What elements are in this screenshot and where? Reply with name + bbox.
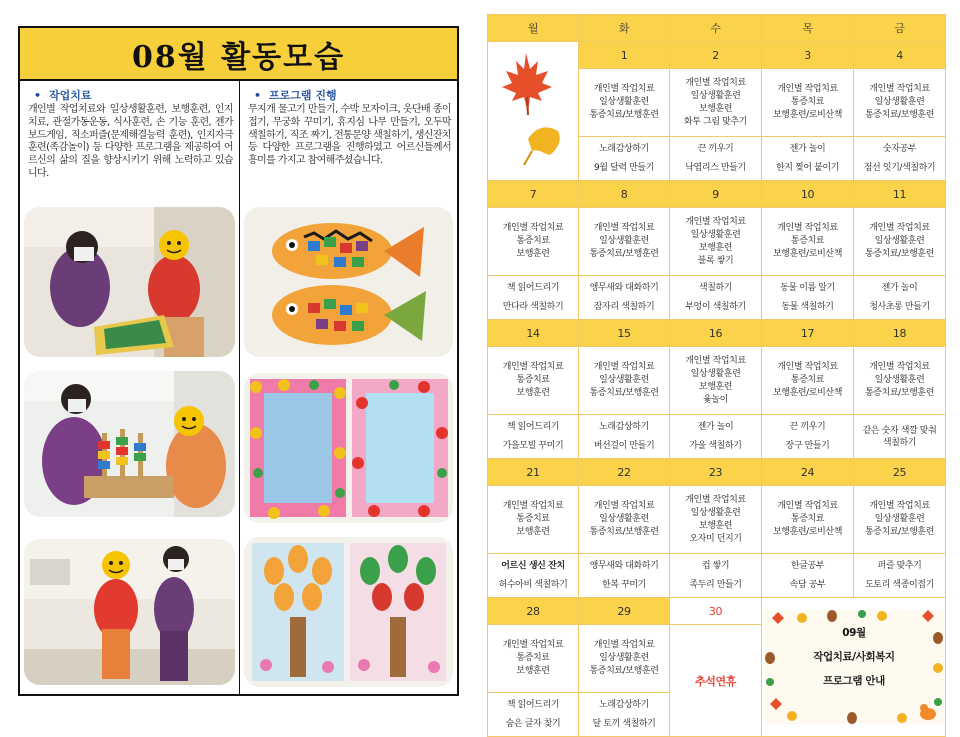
date-25: 25 [854, 459, 946, 486]
activity-cell-17: 끈 끼우기 장구 만들기 [762, 415, 854, 459]
activity-cell-25: 퍼즐 맞추기 도토리 색종이접기 [854, 554, 946, 598]
activity-cell-23: 컵 쌓기 족두리 만들기 [670, 554, 762, 598]
activity-cell-1: 노래감상하기 9월 달력 만들기 [579, 137, 670, 181]
activity-cell-9: 색칠하기 부엉이 색칠하기 [670, 276, 762, 320]
photo-walking-training [24, 539, 235, 685]
date-3: 3 [762, 42, 854, 69]
program-cell-29: 개인별 작업치료 일상생활훈련 통증치료/보행훈련 [579, 625, 670, 693]
day-header-fri: 금 [854, 15, 946, 42]
activity-cell-21: 어르신 생신 잔치 허수아비 색칠하기 [488, 554, 579, 598]
photo-flower-frame-coloring [244, 373, 453, 523]
program-cell-14: 개인별 작업치료 통증치료 보행훈련 [488, 347, 579, 415]
program-guide-label: 프로그램 안내 [823, 675, 885, 687]
day-header-tue: 화 [579, 15, 670, 42]
date-28: 28 [488, 598, 579, 625]
chuseok-holiday: 추석연휴 [670, 625, 762, 737]
program-cell-11: 개인별 작업치료 일상생활훈련 통증치료/보행훈련 [854, 208, 946, 276]
activity-cell-10: 동물 이름 알기 동물 색칠하기 [762, 276, 854, 320]
date-23: 23 [670, 459, 762, 486]
program-cell-24: 개인별 작업치료 통증치료 보행훈련/로비산책 [762, 486, 854, 554]
activity-cell-16: 젠가 놀이 가을 색칠하기 [670, 415, 762, 459]
photo-pegboard-activity [24, 371, 235, 517]
september-calendar [487, 14, 946, 737]
activity-cell-2: 끈 끼우기 낙엽리스 만들기 [670, 137, 762, 181]
date-1: 1 [579, 42, 670, 69]
program-cell-16: 개인별 작업치료 일상생활훈련 보행훈련 윷놀이 [670, 347, 762, 415]
date-2: 2 [670, 42, 762, 69]
activity-cell-3: 젠가 놀이 한지 찢어 붙이기 [762, 137, 854, 181]
program-cell-15: 개인별 작업치료 일상생활훈련 통증치료/보행훈련 [579, 347, 670, 415]
photo-puzzle-activity [24, 207, 235, 357]
program-cell-1: 개인별 작업치료 일상생활훈련 통증치료/보행훈련 [579, 69, 670, 137]
date-9: 9 [670, 181, 762, 208]
activity-cell-4: 숫자공부 점선 잇기/색칠하기 [854, 137, 946, 181]
program-cell-18: 개인별 작업치료 일상생활훈련 통증치료/보행훈련 [854, 347, 946, 415]
program-cell-23: 개인별 작업치료 일상생활훈련 보행훈련 오자미 던지기 [670, 486, 762, 554]
date-29: 29 [579, 598, 670, 625]
date-7: 7 [488, 181, 579, 208]
date-14: 14 [488, 320, 579, 347]
activity-cell-14: 책 읽어드리기 가을모빌 꾸미기 [488, 415, 579, 459]
section-heading-therapy: • 작업치료 [34, 89, 92, 102]
activity-cell-18: 같은 숫자 색깔 맞춰 색칠하기 [854, 415, 946, 459]
activity-cell-8: 앵무새와 대화하기 잠자리 색칠하기 [579, 276, 670, 320]
activity-cell-15: 노래감상하기 버선걸이 만들기 [579, 415, 670, 459]
program-cell-28: 개인별 작업치료 통증치료 보행훈련 [488, 625, 579, 693]
september-program-notice [762, 598, 946, 737]
day-header-wed: 수 [670, 15, 762, 42]
photo-tissue-tree-craft [244, 537, 453, 687]
activity-cell-24: 한글공부 속담 공부 [762, 554, 854, 598]
program-cell-8: 개인별 작업치료 일상생활훈련 통증치료/보행훈련 [579, 208, 670, 276]
date-15: 15 [579, 320, 670, 347]
program-cell-3: 개인별 작업치료 통증치료 보행훈련/로비산책 [762, 69, 854, 137]
program-cell-2: 개인별 작업치료 일상생활훈련 보행훈련 화투 그림 맞추기 [670, 69, 762, 137]
program-cell-4: 개인별 작업치료 일상생활훈련 통증치료/보행훈련 [854, 69, 946, 137]
program-cell-22: 개인별 작업치료 일상생활훈련 통증치료/보행훈련 [579, 486, 670, 554]
program-cell-25: 개인별 작업치료 일상생활훈련 통증치료/보행훈련 [854, 486, 946, 554]
day-header-mon: 월 [488, 15, 579, 42]
section-text-therapy: 개인별 작업치료와 일상생활훈련, 보행훈련, 인지치료, 관절가동운동, 식사훈련, 손 기능 훈련, 젠가 보드게임, 직소퍼즐(문제해결능력 훈련), 인지자극 훈련(족감놀이) 등 다양한 프로그램을 제공하여 어르신의 삶의 질을 향상시키기 위해 노력하고 있습니다. [28, 104, 233, 179]
day-header-thu: 목 [762, 15, 854, 42]
program-cell-10: 개인별 작업치료 통증치료 보행훈련/로비산책 [762, 208, 854, 276]
activity-cell-22: 앵무새와 대화하기 한복 꾸미기 [579, 554, 670, 598]
page-title: 08월 활동모습 [20, 28, 457, 81]
autumn-leaves-decoration [488, 42, 579, 181]
date-11: 11 [854, 181, 946, 208]
date-30: 30 [670, 598, 762, 625]
date-10: 10 [762, 181, 854, 208]
date-22: 22 [579, 459, 670, 486]
date-17: 17 [762, 320, 854, 347]
activity-report-panel [18, 26, 459, 696]
program-column [240, 81, 457, 694]
date-24: 24 [762, 459, 854, 486]
section-heading-program: • 프로그램 진행 [254, 89, 337, 102]
date-4: 4 [854, 42, 946, 69]
activity-cell-29: 노래감상하기 달 토끼 색칠하기 [579, 693, 670, 737]
occupational-therapy-column [20, 81, 240, 694]
program-cell-17: 개인별 작업치료 통증치료 보행훈련/로비산책 [762, 347, 854, 415]
activity-cell-11: 젠가 놀이 청사초롱 만들기 [854, 276, 946, 320]
maple-leaf-icon [488, 43, 579, 179]
activity-cell-28: 책 읽어드리기 숨은 글자 찾기 [488, 693, 579, 737]
photo-rainbow-fish-craft [244, 207, 453, 357]
date-21: 21 [488, 459, 579, 486]
date-18: 18 [854, 320, 946, 347]
program-cell-21: 개인별 작업치료 통증치료 보행훈련 [488, 486, 579, 554]
section-text-program: 무지개 물고기 만들기, 수박 모자이크, 웃단배 종이 접기, 무궁화 꾸미기, 휴지심 나무 만들기, 오두막 색칠하기, 직조 짜기, 전통문양 색칠하기, 생신잔치 등 다양한 프로그램을 진행하였고 어르신들께서 흥미를 가지고 참여해주셨습니다. [248, 104, 451, 167]
september-label: 09월 [842, 627, 866, 639]
therapy-welfare-label: 작업치료/사회복지 [813, 651, 895, 663]
program-cell-7: 개인별 작업치료 통증치료 보행훈련 [488, 208, 579, 276]
program-cell-9: 개인별 작업치료 일상생활훈련 보행훈련 블록 쌓기 [670, 208, 762, 276]
date-16: 16 [670, 320, 762, 347]
date-8: 8 [579, 181, 670, 208]
activity-cell-7: 책 읽어드리기 만다라 색칠하기 [488, 276, 579, 320]
